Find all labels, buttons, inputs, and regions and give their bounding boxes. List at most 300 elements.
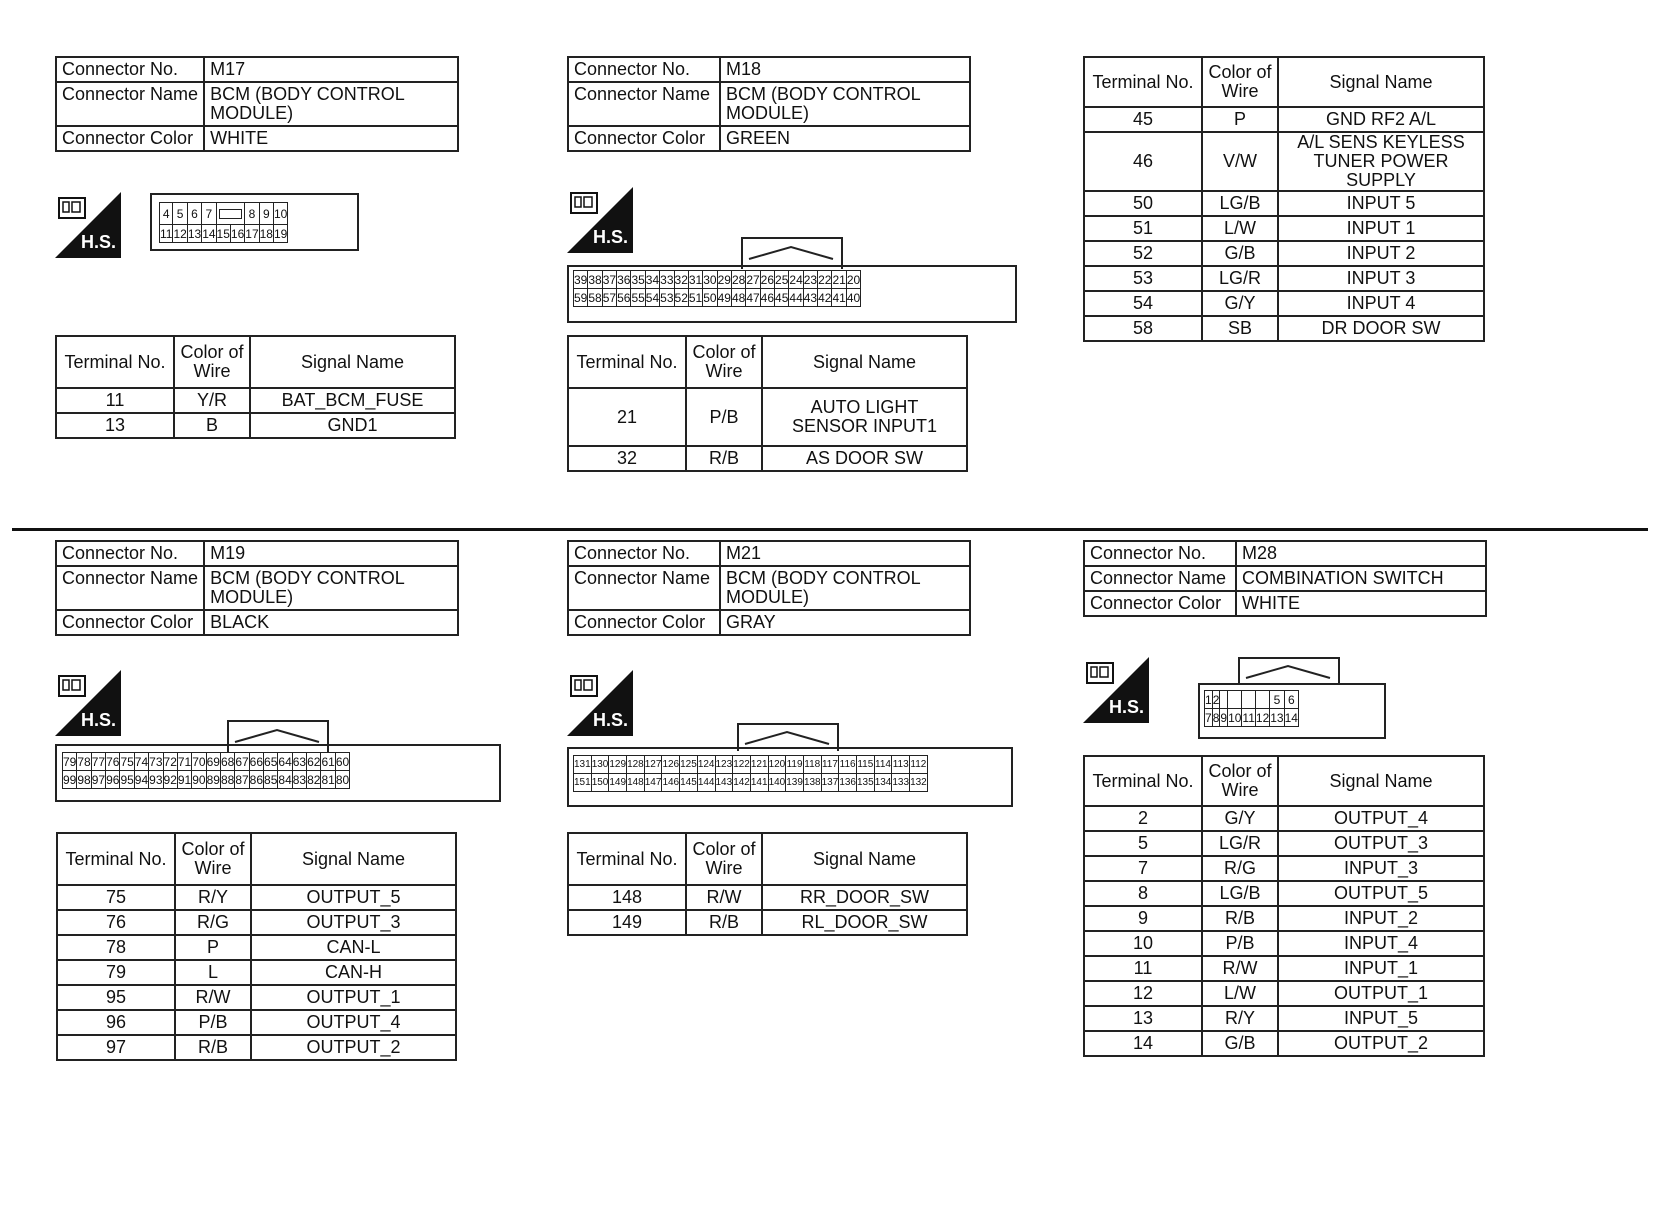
wire-color: P/B [686, 388, 762, 446]
pin: 126 [662, 756, 680, 774]
signal-name: RR_DOOR_SW [762, 885, 967, 910]
terminal-no: 45 [1084, 107, 1202, 132]
pin: 127 [644, 756, 662, 774]
pin: 59 [574, 290, 588, 305]
terminal-no-header: Terminal No. [568, 336, 686, 388]
signal-name-header: Signal Name [762, 336, 967, 388]
pin: 139 [786, 774, 804, 792]
signal-name: OUTPUT_3 [251, 910, 456, 935]
wire-color-header: Color of Wire [174, 336, 250, 388]
pin: 67 [235, 754, 249, 769]
pin: 34 [645, 272, 660, 287]
pin: 62 [307, 754, 321, 769]
m28-connector-info [1083, 540, 1487, 617]
pin: 116 [839, 756, 857, 774]
pin: 40 [846, 290, 861, 305]
wire-color: P [1202, 107, 1278, 132]
signal-name: OUTPUT_4 [1278, 806, 1484, 831]
terminal-no: 51 [1084, 216, 1202, 241]
connector-no-value: M19 [204, 541, 458, 566]
harness-side-icon [55, 192, 121, 258]
m17-pin-grid [159, 202, 288, 243]
latch-icon [233, 726, 321, 744]
pin: 48 [731, 290, 746, 305]
wire-color: B [174, 413, 250, 438]
pin: 85 [264, 772, 278, 787]
pin: 23 [803, 272, 818, 287]
wire-color: R/B [686, 910, 762, 935]
connector-color-value: WHITE [1236, 591, 1486, 616]
pin: 91 [177, 772, 192, 787]
pin: 92 [163, 772, 177, 787]
pin: 49 [717, 290, 731, 305]
m19-connector-info [55, 540, 459, 636]
terminal-no: 96 [57, 1010, 175, 1035]
pin: 8 [245, 203, 259, 225]
pin: 94 [134, 772, 149, 787]
signal-name-header: Signal Name [1278, 57, 1484, 107]
pin: 150 [591, 774, 609, 792]
pin: 57 [602, 290, 617, 305]
wire-color: SB [1202, 316, 1278, 341]
pin: 74 [134, 754, 149, 769]
signal-name: OUTPUT_5 [251, 885, 456, 910]
wire-color: G/B [1202, 241, 1278, 266]
pin: 88 [220, 772, 235, 787]
connector-no-label: Connector No. [568, 541, 720, 566]
pin: 43 [803, 290, 818, 305]
m21-terminal-table [567, 832, 968, 936]
wire-color-header: Color of Wire [175, 833, 251, 885]
terminal-no: 14 [1084, 1031, 1202, 1056]
m17-connector-info [55, 56, 459, 152]
pin: 97 [91, 772, 106, 787]
terminal-no: 54 [1084, 291, 1202, 316]
pin: 93 [149, 772, 163, 787]
connector-no-value: M28 [1236, 541, 1486, 566]
pin: 12 [1255, 710, 1270, 725]
terminal-no: 13 [1084, 1006, 1202, 1031]
pin: 37 [602, 272, 617, 287]
pin: 28 [731, 272, 746, 287]
terminal-no: 52 [1084, 241, 1202, 266]
pin: 18 [259, 226, 273, 241]
signal-name-header: Signal Name [1278, 756, 1484, 806]
pin: 6 [1284, 691, 1298, 709]
connector-no-label: Connector No. [56, 57, 204, 82]
signal-name: INPUT_1 [1278, 956, 1484, 981]
connector-name-value: COMBINATION SWITCH [1236, 566, 1486, 591]
pin: 83 [292, 772, 307, 787]
wire-color-header: Color of Wire [686, 833, 762, 885]
pin: 29 [717, 272, 731, 287]
pin: 125 [680, 756, 698, 774]
pin: 78 [77, 754, 91, 769]
signal-name: RL_DOOR_SW [762, 910, 967, 935]
harness-side-icon [1083, 657, 1149, 723]
pin: 10 [273, 203, 287, 225]
signal-name: INPUT_2 [1278, 906, 1484, 931]
pin: 119 [786, 756, 804, 774]
pin: 56 [617, 290, 631, 305]
m19-pin-grid [62, 752, 350, 789]
pin: 52 [674, 290, 688, 305]
terminal-no: 149 [568, 910, 686, 935]
pin: 11 [1242, 710, 1255, 725]
wire-color: R/B [175, 1035, 251, 1060]
terminal-no: 2 [1084, 806, 1202, 831]
pin: 99 [63, 772, 77, 787]
connector-color-label: Connector Color [56, 126, 204, 151]
pin: 81 [321, 772, 335, 787]
m17-terminal-table [55, 335, 456, 439]
pin: 118 [803, 756, 821, 774]
pin [1242, 691, 1255, 709]
signal-name: CAN-H [251, 960, 456, 985]
terminal-no: 21 [568, 388, 686, 446]
pin: 124 [697, 756, 715, 774]
pin: 89 [206, 772, 220, 787]
pin: 10 [1228, 710, 1242, 725]
terminal-no-header: Terminal No. [1084, 57, 1202, 107]
signal-name: CAN-L [251, 935, 456, 960]
wire-color: G/Y [1202, 806, 1278, 831]
terminal-no-header: Terminal No. [56, 336, 174, 388]
wire-color: L/W [1202, 216, 1278, 241]
terminal-no: 46 [1084, 132, 1202, 191]
terminal-no: 32 [568, 446, 686, 471]
signal-name: OUTPUT_1 [251, 985, 456, 1010]
signal-name: INPUT 5 [1278, 191, 1484, 216]
pin: 51 [688, 290, 703, 305]
connector-name-label: Connector Name [56, 82, 204, 126]
m18-continued-terminal-table [1083, 56, 1485, 342]
pin: 132 [910, 774, 928, 792]
terminal-no-header: Terminal No. [57, 833, 175, 885]
latch-icon [743, 728, 831, 746]
pin: 79 [63, 754, 77, 769]
signal-name-header: Signal Name [250, 336, 455, 388]
pin: 65 [264, 754, 278, 769]
connector-name-label: Connector Name [568, 566, 720, 610]
pin: 33 [660, 272, 674, 287]
signal-name: OUTPUT_4 [251, 1010, 456, 1035]
pin: 50 [703, 290, 717, 305]
pin: 19 [273, 226, 288, 241]
pin: 84 [278, 772, 292, 787]
connector-name-label: Connector Name [568, 82, 720, 126]
terminal-no: 12 [1084, 981, 1202, 1006]
pin: 138 [803, 774, 821, 792]
hs-text: H.S. [81, 232, 117, 252]
pin: 77 [91, 754, 106, 769]
wire-color: R/G [175, 910, 251, 935]
pin: 113 [892, 756, 910, 774]
wire-color: R/W [175, 985, 251, 1010]
pin: 17 [245, 226, 259, 241]
pin: 13 [187, 226, 202, 241]
terminal-no: 53 [1084, 266, 1202, 291]
pin: 36 [617, 272, 631, 287]
pin: 115 [857, 756, 875, 774]
signal-name: INPUT_4 [1278, 931, 1484, 956]
wire-color: R/W [686, 885, 762, 910]
pin: 55 [631, 290, 645, 305]
pin: 123 [715, 756, 733, 774]
terminal-no: 7 [1084, 856, 1202, 881]
wire-color: LG/B [1202, 191, 1278, 216]
pin: 146 [662, 774, 680, 792]
connector-color-label: Connector Color [568, 126, 720, 151]
connector-name-label: Connector Name [1084, 566, 1236, 591]
connector-color-label: Connector Color [56, 610, 204, 635]
pin: 5 [173, 203, 187, 225]
signal-name: DR DOOR SW [1278, 316, 1484, 341]
pin: 70 [192, 754, 206, 769]
connector-color-value: GREEN [720, 126, 970, 151]
pin: 120 [768, 756, 786, 774]
terminal-no: 9 [1084, 906, 1202, 931]
pin: 27 [746, 272, 760, 287]
pin: 46 [760, 290, 775, 305]
connector-no-label: Connector No. [56, 541, 204, 566]
terminal-no: 148 [568, 885, 686, 910]
pin: 69 [206, 754, 220, 769]
signal-name: OUTPUT_2 [1278, 1031, 1484, 1056]
terminal-no: 97 [57, 1035, 175, 1060]
pin: 9 [259, 203, 273, 225]
pin: 30 [703, 272, 717, 287]
terminal-no: 79 [57, 960, 175, 985]
pin: 73 [149, 754, 163, 769]
pin: 7 [202, 203, 216, 225]
pin: 142 [733, 774, 751, 792]
connector-color-value: BLACK [204, 610, 458, 635]
pin: 117 [821, 756, 839, 774]
terminal-no: 10 [1084, 931, 1202, 956]
terminal-no-header: Terminal No. [1084, 756, 1202, 806]
signal-name: OUTPUT_3 [1278, 831, 1484, 856]
pin: 14 [202, 226, 216, 241]
pin: 121 [750, 756, 768, 774]
terminal-no: 95 [57, 985, 175, 1010]
pin: 60 [335, 754, 350, 769]
pin: 95 [120, 772, 134, 787]
pin: 87 [235, 772, 249, 787]
pin: 129 [609, 756, 627, 774]
pin: 141 [750, 774, 768, 792]
pin: 25 [775, 272, 789, 287]
pin: 66 [249, 754, 264, 769]
m19-terminal-table [56, 832, 457, 1061]
section-divider [12, 528, 1648, 531]
terminal-no: 76 [57, 910, 175, 935]
pin: 86 [249, 772, 264, 787]
latch-icon [747, 243, 835, 261]
signal-name: INPUT 2 [1278, 241, 1484, 266]
pin: 143 [715, 774, 733, 792]
pin: 35 [631, 272, 645, 287]
connector-no-value: M18 [720, 57, 970, 82]
pin: 54 [645, 290, 660, 305]
harness-side-icon [567, 670, 633, 736]
pin: 75 [120, 754, 134, 769]
terminal-no: 8 [1084, 881, 1202, 906]
pin: 128 [627, 756, 645, 774]
connector-color-label: Connector Color [1084, 591, 1236, 616]
wire-color: R/W [1202, 956, 1278, 981]
signal-name: BAT_BCM_FUSE [250, 388, 455, 413]
pin: 31 [688, 272, 703, 287]
terminal-no: 78 [57, 935, 175, 960]
pin [1220, 691, 1228, 709]
terminal-no: 50 [1084, 191, 1202, 216]
pin: 47 [746, 290, 760, 305]
pin: 32 [674, 272, 688, 287]
pin: 71 [177, 754, 192, 769]
pin: 39 [574, 272, 588, 287]
pin: 61 [321, 754, 335, 769]
wire-color-header: Color of Wire [1202, 57, 1278, 107]
pin: 90 [192, 772, 206, 787]
pin: 68 [220, 754, 235, 769]
pin: 5 [1270, 691, 1284, 709]
connector-color-label: Connector Color [568, 610, 720, 635]
locking-slot [216, 203, 245, 225]
m18-connector-info [567, 56, 971, 152]
terminal-no: 58 [1084, 316, 1202, 341]
signal-name: AUTO LIGHT SENSOR INPUT1 [762, 388, 967, 446]
wire-color: P/B [175, 1010, 251, 1035]
pin: 63 [292, 754, 307, 769]
pin: 112 [910, 756, 928, 774]
m28-pin-grid [1204, 690, 1299, 727]
hs-text: H.S. [81, 710, 117, 730]
pin: 135 [857, 774, 875, 792]
pin: 140 [768, 774, 786, 792]
pin: 53 [660, 290, 674, 305]
pin: 7 [1205, 710, 1212, 725]
connector-no-label: Connector No. [568, 57, 720, 82]
connector-color-value: GRAY [720, 610, 970, 635]
pin: 38 [588, 272, 602, 287]
pin: 64 [278, 754, 292, 769]
pin: 149 [609, 774, 627, 792]
connector-name-label: Connector Name [56, 566, 204, 610]
wire-color: R/B [686, 446, 762, 471]
signal-name-header: Signal Name [251, 833, 456, 885]
signal-name: INPUT 4 [1278, 291, 1484, 316]
pin: 21 [832, 272, 846, 287]
connector-color-value: WHITE [204, 126, 458, 151]
signal-name: OUTPUT_2 [251, 1035, 456, 1060]
hs-text: H.S. [593, 227, 629, 247]
pin: 76 [106, 754, 120, 769]
connector-no-value: M21 [720, 541, 970, 566]
pin: 45 [775, 290, 789, 305]
pin: 41 [832, 290, 846, 305]
wire-color: P/B [1202, 931, 1278, 956]
pin: 20 [846, 272, 861, 287]
m28-terminal-table [1083, 755, 1485, 1057]
wire-color: R/B [1202, 906, 1278, 931]
pin [1255, 691, 1269, 709]
pin: 80 [335, 772, 350, 787]
pin: 147 [644, 774, 662, 792]
signal-name-header: Signal Name [762, 833, 967, 885]
pin: 44 [789, 290, 803, 305]
pin: 82 [307, 772, 321, 787]
signal-name: OUTPUT_1 [1278, 981, 1484, 1006]
connector-name-value: BCM (BODY CONTROL MODULE) [204, 566, 458, 610]
pin: 148 [627, 774, 645, 792]
pin: 9 [1220, 710, 1228, 725]
wire-color: R/Y [175, 885, 251, 910]
pin: 133 [892, 774, 910, 792]
pin: 144 [697, 774, 715, 792]
pin: 130 [591, 756, 609, 774]
pin: 137 [821, 774, 839, 792]
terminal-no: 11 [56, 388, 174, 413]
pin: 145 [680, 774, 698, 792]
pin: 2 [1212, 692, 1220, 707]
terminal-no: 11 [1084, 956, 1202, 981]
hs-text: H.S. [1109, 697, 1145, 717]
wire-color-header: Color of Wire [1202, 756, 1278, 806]
pin: 72 [163, 754, 177, 769]
wire-color: R/Y [1202, 1006, 1278, 1031]
wire-color: LG/R [1202, 831, 1278, 856]
m18-terminal-table [567, 335, 968, 472]
connector-no-label: Connector No. [1084, 541, 1236, 566]
pin: 13 [1270, 710, 1284, 725]
pin: 151 [574, 774, 592, 792]
pin: 136 [839, 774, 857, 792]
pin: 58 [588, 290, 602, 305]
wire-color: Y/R [174, 388, 250, 413]
pin: 122 [733, 756, 751, 774]
pin: 42 [818, 290, 832, 305]
signal-name: INPUT_3 [1278, 856, 1484, 881]
signal-name: INPUT 1 [1278, 216, 1484, 241]
wire-color: G/B [1202, 1031, 1278, 1056]
signal-name: AS DOOR SW [762, 446, 967, 471]
wire-color: P [175, 935, 251, 960]
m21-pin-grid [573, 755, 928, 792]
m18-pin-grid [573, 270, 861, 307]
pin: 11 [160, 226, 173, 241]
pin: 1 [1205, 692, 1212, 707]
pin: 8 [1212, 710, 1220, 725]
pin: 14 [1284, 710, 1298, 725]
wire-color: LG/R [1202, 266, 1278, 291]
pin [1228, 691, 1242, 709]
pin: 114 [874, 756, 892, 774]
pin: 6 [187, 203, 201, 225]
terminal-no: 5 [1084, 831, 1202, 856]
connector-name-value: BCM (BODY CONTROL MODULE) [720, 566, 970, 610]
latch-icon [1244, 662, 1332, 680]
hs-text: H.S. [593, 710, 629, 730]
harness-side-icon [55, 670, 121, 736]
signal-name: INPUT_5 [1278, 1006, 1484, 1031]
signal-name: OUTPUT_5 [1278, 881, 1484, 906]
signal-name: GND RF2 A/L [1278, 107, 1484, 132]
connector-no-value: M17 [204, 57, 458, 82]
connector-name-value: BCM (BODY CONTROL MODULE) [204, 82, 458, 126]
signal-name: A/L SENS KEYLESS TUNER POWER SUPPLY [1278, 132, 1484, 191]
terminal-no-header: Terminal No. [568, 833, 686, 885]
